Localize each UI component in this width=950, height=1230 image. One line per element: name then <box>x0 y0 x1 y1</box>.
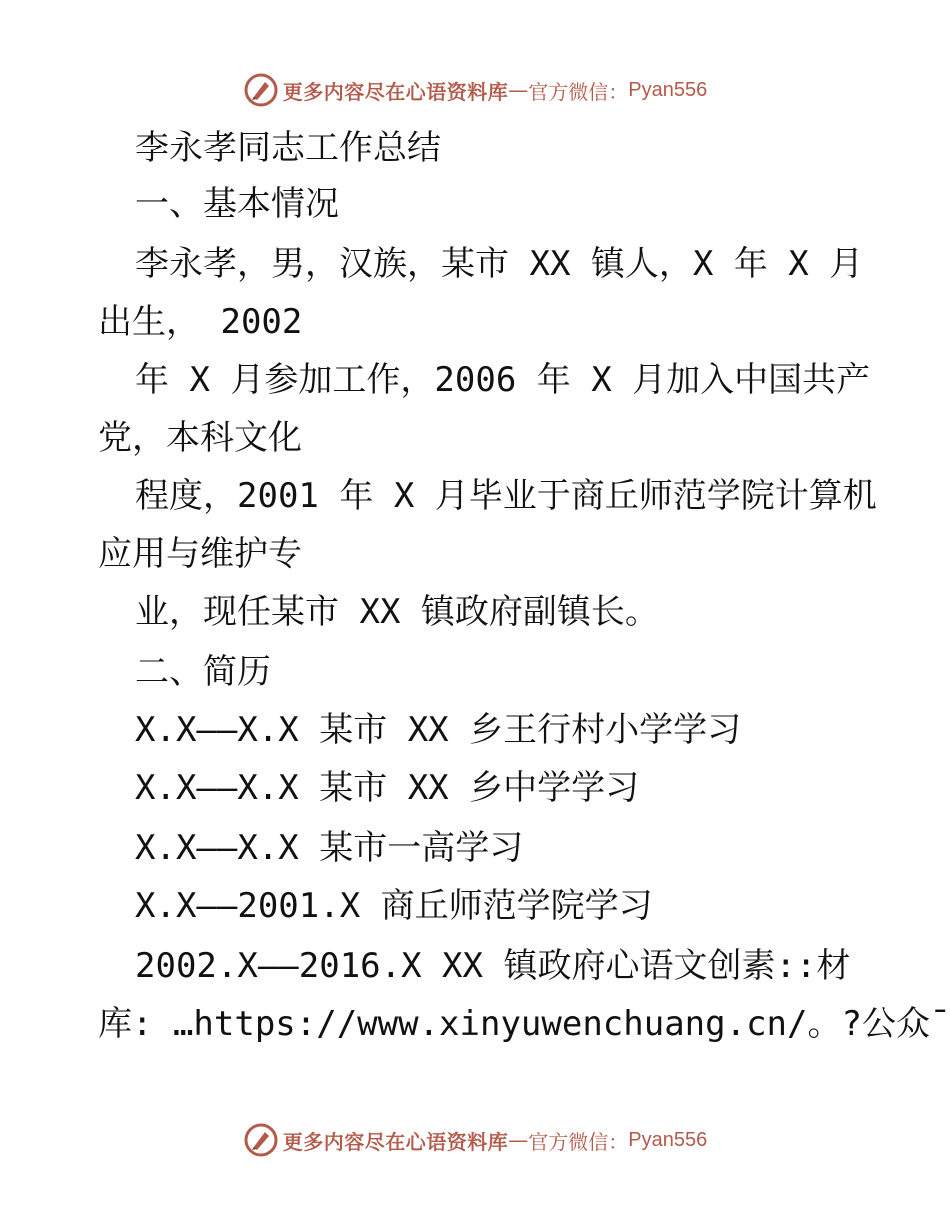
footer-banner <box>0 1120 950 1160</box>
paragraph-line: 应用与维护专 <box>98 534 302 574</box>
section-heading-resume: 二、简历 <box>135 652 271 692</box>
paragraph-line: 党，本科文化 <box>98 418 302 458</box>
banner-dash: — <box>508 78 529 102</box>
banner-text: 更多内容尽在心语资料库 <box>282 79 509 104</box>
paragraph-line: 业，现任某市 XX 镇政府副镇长。 <box>135 592 659 632</box>
banner-sub: 官方微信： <box>528 1129 629 1154</box>
pen-logo-icon <box>243 1122 279 1158</box>
resume-item: X.X——X.X 某市一高学习 <box>135 828 524 868</box>
paragraph-line: 程度，2001 年 X 月毕业于商丘师范学院计算机 <box>135 476 877 516</box>
resume-item: 2002.X——2016.X XX 镇政府心语文创素::材 <box>135 946 851 986</box>
resume-item: X.X——X.X 某市 XX 乡中学学习 <box>135 768 640 808</box>
banner-id: Pyan556 <box>628 78 708 101</box>
banner-text: 更多内容尽在心语资料库 <box>282 1129 509 1154</box>
paragraph-line: 出生， 2002 <box>98 302 303 342</box>
paragraph-line: 李永孝，男，汉族，某市 XX 镇人，X 年 X 月 <box>135 244 864 284</box>
header-banner <box>0 70 950 110</box>
banner-sub: 官方微信： <box>528 79 629 104</box>
paragraph-line: 年 X 月参加工作，2006 年 X 月加入中国共产 <box>135 360 871 400</box>
document-title: 李永孝同志工作总结 <box>135 128 441 168</box>
resume-item: X.X——X.X 某市 XX 乡王行村小学学习 <box>135 710 742 750</box>
section-heading-basic: 一、基本情况 <box>135 184 339 224</box>
banner-id: Pyan556 <box>628 1128 708 1151</box>
banner-dash: — <box>508 1128 529 1152</box>
resume-item: X.X——2001.X 商丘师范学院学习 <box>135 886 653 926</box>
pen-logo-icon <box>243 72 279 108</box>
paragraph-line: 库: …https://www.xinyuwenchuang.cn/。?公众¯ <box>98 1004 950 1044</box>
